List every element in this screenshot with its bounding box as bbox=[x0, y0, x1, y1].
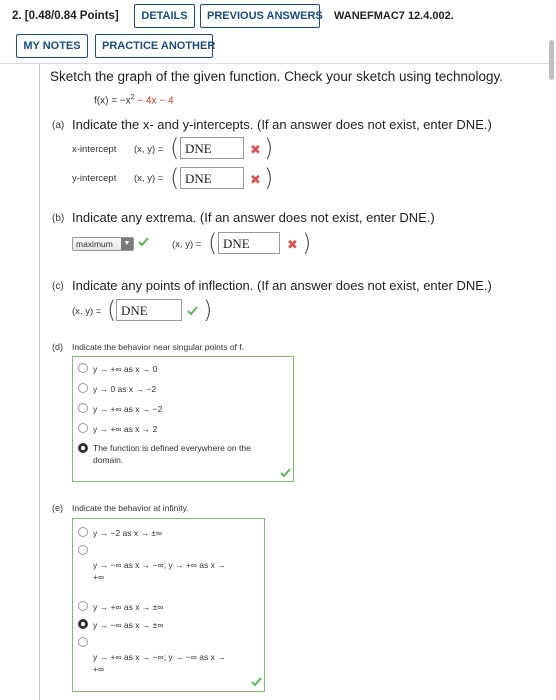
inflection-field[interactable]: DNE bbox=[116, 299, 182, 321]
part-d-options bbox=[72, 356, 294, 482]
question-number: 2. [0.48/0.84 Points] bbox=[12, 10, 119, 22]
left-rule bbox=[39, 64, 40, 700]
x-intercept-label: x-intercept bbox=[72, 144, 117, 155]
inflection-xy-label: (x, y) = bbox=[72, 306, 102, 317]
y-intercept-xy-label: (x, y) = bbox=[134, 173, 164, 184]
option-label: y → +∞ as x → ±∞ bbox=[93, 602, 164, 612]
instruction-text: Sketch the graph of the given function. Check your sketch using technology. bbox=[50, 69, 504, 84]
part-a-prompt: Indicate the x- and y-intercepts. (If an answer does not exist, enter DNE.) bbox=[72, 117, 492, 132]
y-incorrect-icon: ✖ bbox=[250, 172, 261, 187]
part-e-prompt: Indicate the behavior at infinity. bbox=[72, 503, 189, 513]
part-a-label: (a) bbox=[52, 120, 65, 131]
paren-open: ( bbox=[107, 296, 117, 324]
paren-close: ) bbox=[302, 229, 312, 257]
practice-another-button[interactable]: PRACTICE ANOTHER bbox=[95, 34, 213, 58]
radio-option[interactable] bbox=[78, 601, 88, 611]
details-button[interactable]: DETAILS bbox=[134, 4, 195, 28]
extrema-incorrect-icon: ✖ bbox=[287, 237, 298, 252]
option-label: y → −∞ as x → ±∞ bbox=[93, 620, 164, 630]
paren-close: ) bbox=[203, 296, 213, 324]
radio-option[interactable] bbox=[78, 363, 88, 373]
my-notes-button[interactable]: MY NOTES bbox=[16, 34, 88, 58]
radio-option[interactable] bbox=[78, 403, 88, 413]
option-label: y → +∞ as x → −2 bbox=[93, 404, 163, 414]
option-label: y → +∞ as x → 2 bbox=[93, 424, 158, 434]
check-icon bbox=[187, 306, 198, 316]
part-d-prompt: Indicate the behavior near singular points of f. bbox=[72, 342, 244, 352]
x-intercept-field[interactable]: DNE bbox=[180, 137, 244, 159]
option-label: y → −2 as x → ±∞ bbox=[93, 528, 163, 538]
option-label: y → −∞ as x → −∞; y → +∞ as x → bbox=[93, 560, 226, 570]
part-e-options bbox=[72, 518, 265, 692]
part-c-prompt: Indicate any points of inflection. (If an answer does not exist, enter DNE.) bbox=[72, 278, 492, 293]
radio-option[interactable] bbox=[78, 637, 88, 647]
check-icon bbox=[280, 468, 291, 478]
extrema-field[interactable]: DNE bbox=[218, 232, 280, 254]
option-label: y → 0 as x → −2 bbox=[93, 384, 157, 394]
radio-option[interactable] bbox=[78, 383, 88, 393]
header-divider bbox=[0, 63, 556, 64]
check-icon bbox=[138, 237, 149, 247]
chevron-down-icon: ▼ bbox=[121, 238, 133, 250]
option-label: The function is defined everywhere on the bbox=[93, 443, 251, 453]
extrema-xy-label: (x, y) = bbox=[172, 239, 202, 250]
option-label: y → +∞ as x → −∞; y → −∞ as x → bbox=[93, 652, 226, 662]
part-d-label: (d) bbox=[52, 342, 63, 352]
part-e-label: (e) bbox=[52, 503, 63, 513]
paren-close: ) bbox=[264, 164, 274, 192]
radio-option[interactable] bbox=[78, 545, 88, 555]
option-label: y → +∞ as x → 0 bbox=[93, 364, 158, 374]
part-b-label: (b) bbox=[52, 213, 65, 224]
radio-option[interactable] bbox=[78, 423, 88, 433]
extremum-type-select[interactable]: maximum ▼ bbox=[72, 237, 134, 251]
x-incorrect-icon: ✖ bbox=[250, 142, 261, 157]
y-intercept-field[interactable]: DNE bbox=[180, 167, 244, 189]
problem-code: WANEFMAC7 12.4.002. bbox=[334, 10, 454, 22]
paren-close: ) bbox=[264, 134, 274, 162]
option-label: +∞ bbox=[93, 572, 105, 582]
scrollbar-thumb[interactable] bbox=[549, 40, 554, 80]
radio-option-selected[interactable] bbox=[78, 619, 88, 629]
radio-option[interactable] bbox=[78, 527, 88, 537]
paren-open: ( bbox=[208, 229, 218, 257]
part-c-label: (c) bbox=[52, 281, 64, 292]
radio-option-selected[interactable] bbox=[78, 443, 88, 453]
option-label: +∞ bbox=[93, 664, 105, 674]
y-intercept-label: y-intercept bbox=[72, 173, 117, 184]
function-expression: $f(x) = -x^2 - 4x - 4$ bbox=[94, 94, 174, 107]
option-label: domain. bbox=[93, 455, 124, 465]
previous-answers-button[interactable]: PREVIOUS ANSWERS bbox=[200, 4, 320, 28]
question-header bbox=[0, 0, 556, 66]
paren-open: ( bbox=[170, 164, 180, 192]
part-b-prompt: Indicate any extrema. (If an answer does not exist, enter DNE.) bbox=[72, 210, 435, 225]
x-intercept-xy-label: (x, y) = bbox=[134, 144, 164, 155]
check-icon bbox=[251, 677, 262, 687]
paren-open: ( bbox=[170, 134, 180, 162]
